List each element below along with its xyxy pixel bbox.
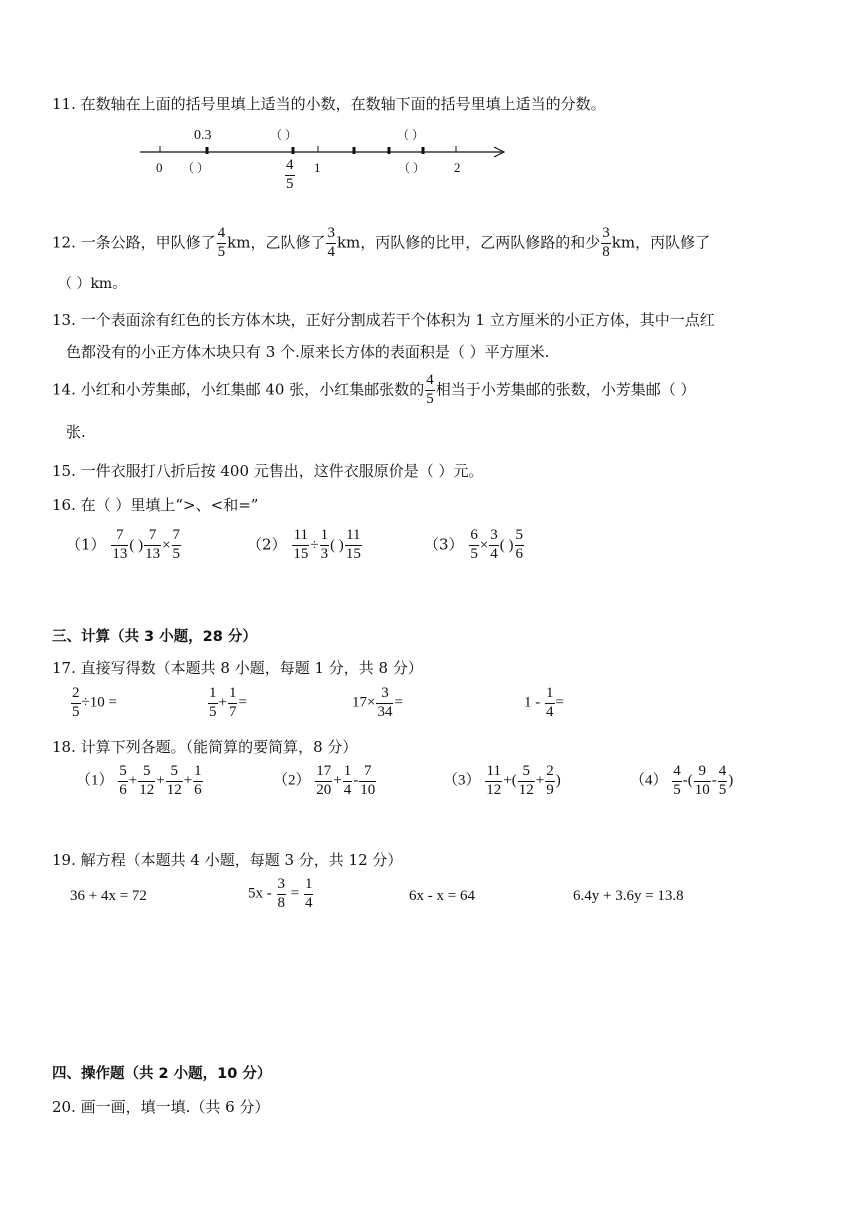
paren-top-2: （ ） bbox=[397, 128, 425, 142]
q18-item-2: （2） $\frac{17}{20}$ + $\frac{1}{4}$ - $\frac{7}{10}$ bbox=[273, 763, 376, 798]
q17-a: $\frac{2}{5}$ ÷10 = bbox=[72, 685, 117, 720]
q19-eq4: 6.4y + 3.6y = 13.8 bbox=[573, 888, 684, 904]
q15-text: 15. 一件衣服打八折后按 400 元售出，这件衣服原价是（ ）元。 bbox=[52, 462, 484, 480]
q17-b: $\frac{1}{5}$ + $\frac{1}{7}$ = bbox=[209, 685, 247, 720]
q18-text: 18. 计算下列各题。（能简算的要简算，8 分） bbox=[52, 738, 358, 756]
paren-bottom-1: （ ） bbox=[182, 161, 210, 175]
q17-text: 17. 直接写得数（本题共 8 小题，每题 1 分，共 8 分） bbox=[52, 659, 423, 677]
q11-text: 11. 在数轴在上面的括号里填上适当的小数，在数轴下面的括号里填上适当的分数。 bbox=[52, 95, 606, 113]
q13-line1: 13. 一个表面涂有红色的长方体木块，正好分割成若干个体积为 1 立方厘米的小正方体，其中一点红 bbox=[52, 311, 715, 329]
q19-eq3: 6x - x = 64 bbox=[409, 888, 475, 904]
q16-text: 16. 在（ ）里填上“>、<和=” bbox=[52, 496, 259, 514]
label-2: 2 bbox=[454, 160, 461, 175]
section-4-title: 四、操作题（共 2 小题，10 分） bbox=[52, 1066, 272, 1082]
fraction-4-5: $\frac{4}{5}$ bbox=[286, 157, 294, 192]
q18-item-3: （3） $\frac{11}{12}$ +( $\frac{5}{12}$ + $\frac{2}{9}$ ) bbox=[443, 763, 561, 798]
q18-item-4: （4） $\frac{4}{5}$ -( $\frac{9}{10}$ - $\frac{4}{5}$ ) bbox=[630, 763, 734, 798]
q17-c: 17× $\frac{3}{34}$ = bbox=[352, 685, 403, 720]
label-1: 1 bbox=[314, 160, 321, 175]
paren-top-1: （ ） bbox=[270, 128, 298, 142]
q13-line2: 色都没有的小正方体木块只有 3 个.原来长方体的表面积是（ ）平方厘米. bbox=[66, 343, 550, 361]
q18-item-1: （1） $\frac{5}{6}$ + $\frac{5}{12}$ + $\frac{5}{12}$ + $\frac{1}{6}$ bbox=[76, 763, 202, 798]
q17-d: 1 - $\frac{1}{4}$ = bbox=[524, 685, 564, 720]
q19-text: 19. 解方程（本题共 4 小题，每题 3 分，共 12 分） bbox=[52, 851, 403, 869]
label-0: 0 bbox=[156, 160, 163, 175]
paren-bottom-2: （ ） bbox=[398, 161, 426, 175]
q14-line2: 张. bbox=[66, 423, 86, 441]
q19-eq2: 5x - $\frac{3}{8}$ = $\frac{1}{4}$ bbox=[248, 876, 313, 911]
section-3-title: 三、计算（共 3 小题，28 分） bbox=[52, 629, 257, 645]
q16-item-1: （1） $\frac{7}{13}$ ( ) $\frac{7}{13}$ × $\frac{7}{5}$ bbox=[66, 527, 181, 562]
q16-item-2: （2） $\frac{11}{15}$ ÷ $\frac{1}{3}$ ( ) $\frac{11}{15}$ bbox=[247, 527, 361, 562]
q12-line1: 12. 一条公路，甲队修了 $\frac{4}{5}$ km，乙队修了 $\frac{3}{4}$ km，丙队修的比甲，乙两队修路的和少 $\frac{3}{8}$ km，丙队修了 bbox=[52, 225, 711, 260]
q12-line2: （ ）km。 bbox=[58, 276, 127, 292]
q19-eq1: 36 + 4x = 72 bbox=[70, 888, 147, 904]
q20-text: 20. 画一画，填一填.（共 6 分） bbox=[52, 1098, 270, 1116]
label-0-3: 0.3 bbox=[194, 128, 212, 143]
q16-item-3: （3） $\frac{6}{5}$ × $\frac{3}{4}$ ( ) $\frac{5}{6}$ bbox=[424, 527, 524, 562]
q14-line1: 14. 小红和小芳集邮，小红集邮 40 张，小红集邮张数的 $\frac{4}{5}$ 相当于小芳集邮的张数，小芳集邮（ ） bbox=[52, 372, 696, 407]
